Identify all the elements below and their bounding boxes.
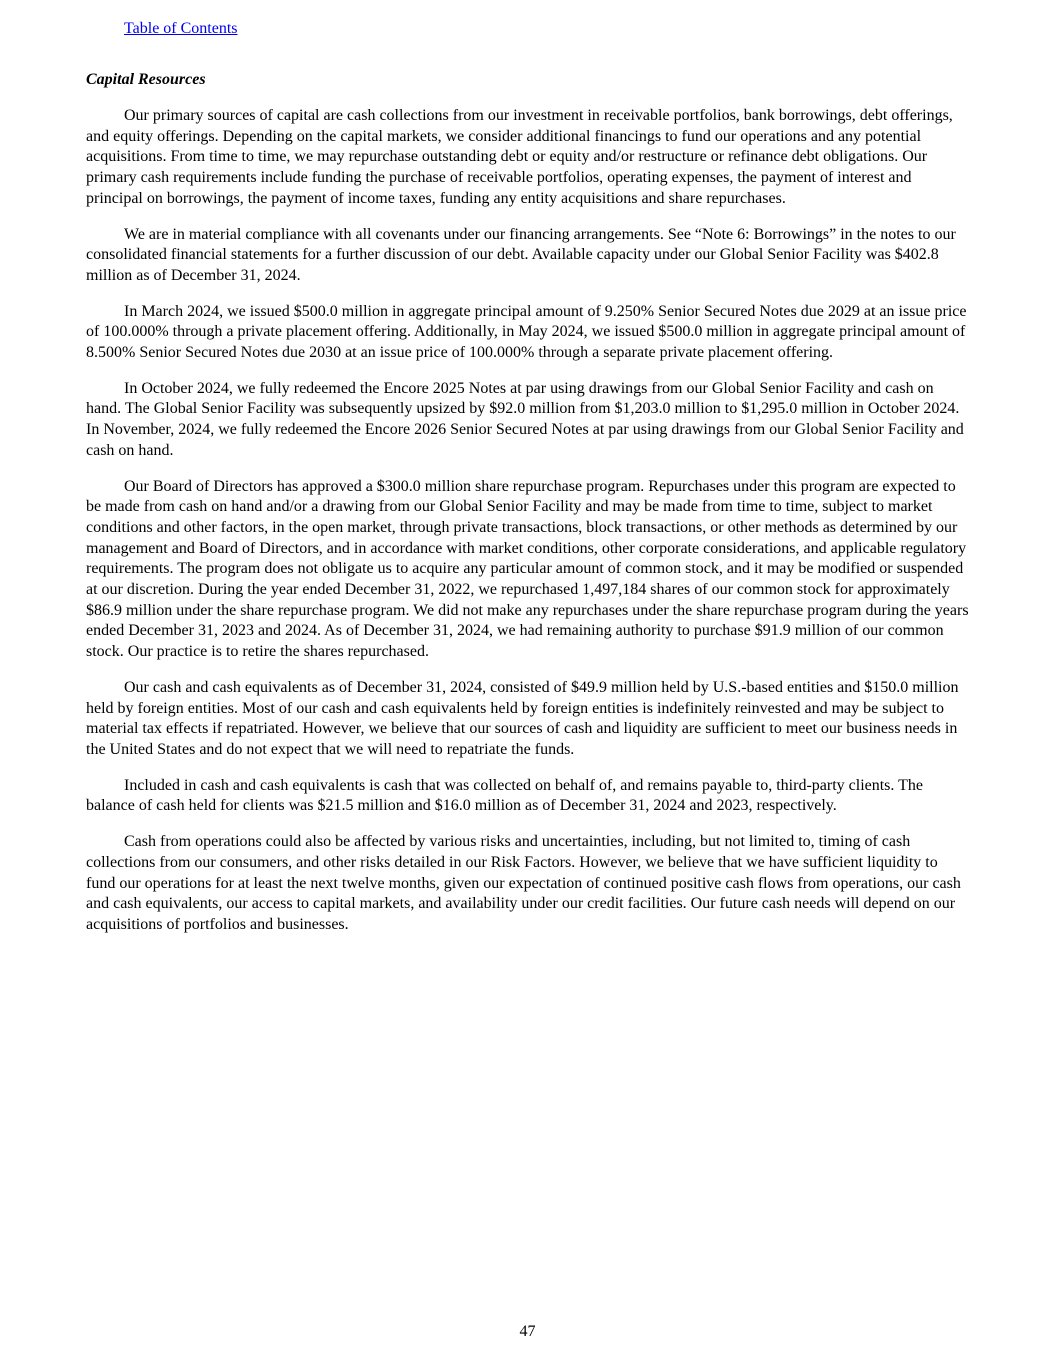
paragraph-client-cash: Included in cash and cash equivalents is cash that was collected on behalf of, and remains payable to, third-party clients. The balance of cash held for clients was $21.5 million and $16.0 million as of December 31, 2024 and 2023, respectively. xyxy=(86,776,923,815)
page-number: 47 xyxy=(519,1323,536,1340)
paragraph-capital-sources: Our primary sources of capital are cash collections from our investment in receivable portfolios, bank borrowings, debt offerings, and equity offerings. Depending on the capital markets, we consider additional financings to fund our operations and any potential acquisitions. From time to time, we may repurchase outstanding debt or equity and/or restructure or refinance debt obligations. Our primary cash requirements include funding the purchase of receivable portfolios, operating expenses, the payment of interest and principal on borrowings, the payment of income taxes, funding any entity acquisitions and share repurchases. xyxy=(86,107,953,207)
paragraph-notes-redemption: In October 2024, we fully redeemed the Encore 2025 Notes at par using drawings from our Global Senior Facility and cash on hand. The Global Senior Facility was subsequently upsized by $92.0 million from $1,203.0 million to $1,295.0 million in October 2024. In November, 2024, we fully redeemed the Encore 2026 Senior Secured Notes at par using drawings from our Global Senior Facility and cash on hand. xyxy=(86,379,964,459)
table-of-contents-link[interactable]: Table of Contents xyxy=(124,20,238,37)
paragraph-cash-equivalents: Our cash and cash equivalents as of December 31, 2024, consisted of $49.9 million held by U.S.-based entities and $150.0 million held by foreign entities. Most of our cash and cash equivalents held by foreign entities is indefinitely reinvested and may be subject to material tax effects if repatriated. However, we believe that our sources of cash and liquidity are sufficient to meet our business needs in the United States and do not expect that we will need to repatriate the funds. xyxy=(86,678,959,758)
paragraph-liquidity-outlook: Cash from operations could also be affected by various risks and uncertainties, including, but not limited to, timing of cash collections from our consumers, and other risks detailed in our Risk Factors. However, we believe that we have sufficient liquidity to fund our operations for at least the next twelve months, given our expectation of continued positive cash flows from operations, our cash and cash equivalents, our access to capital markets, and availability under our credit facilities. Our future cash needs will depend on our acquisitions of portfolios and businesses. xyxy=(86,833,961,933)
paragraph-covenant-compliance: We are in material compliance with all covenants under our financing arrangements. See “Note 6: Borrowings” in the notes to our consolidated financial statements for a further discussion of our debt. Available capacity under our Global Senior Facility was $402.8 million as of December 31, 2024. xyxy=(86,225,956,284)
main-content xyxy=(86,69,970,951)
paragraph-share-repurchase: Our Board of Directors has approved a $300.0 million share repurchase program. Repurchases under this program are expected to be made from cash on hand and/or a drawing from our Global Senior Facility and may be made from time to time, subject to market conditions and other factors, in the open market, through private transactions, block transactions, or other methods as determined by our management and Board of Directors, and in accordance with market conditions, other corporate considerations, and applicable regulatory requirements. The program does not obligate us to acquire any particular amount of common stock, and it may be modified or suspended at our discretion. During the year ended December 31, 2022, we repurchased 1,497,184 shares of our common stock for approximately $86.9 million under the share repurchase program. We did not make any repurchases under the share repurchase program during the years ended December 31, 2023 and 2024. As of December 31, 2024, we had remaining authority to purchase $91.9 million of our common stock. Our practice is to retire the shares repurchased. xyxy=(86,477,969,661)
paragraph-notes-issuance: In March 2024, we issued $500.0 million in aggregate principal amount of 9.250% Senior Secured Notes due 2029 at an issue price of 100.000% through a private placement offering. Additionally, in May 2024, we issued $500.0 million in aggregate principal amount of 8.500% Senior Secured Notes due 2030 at an issue price of 100.000% through a separate private placement offering. xyxy=(86,302,967,362)
section-heading: Capital Resources xyxy=(86,71,206,88)
